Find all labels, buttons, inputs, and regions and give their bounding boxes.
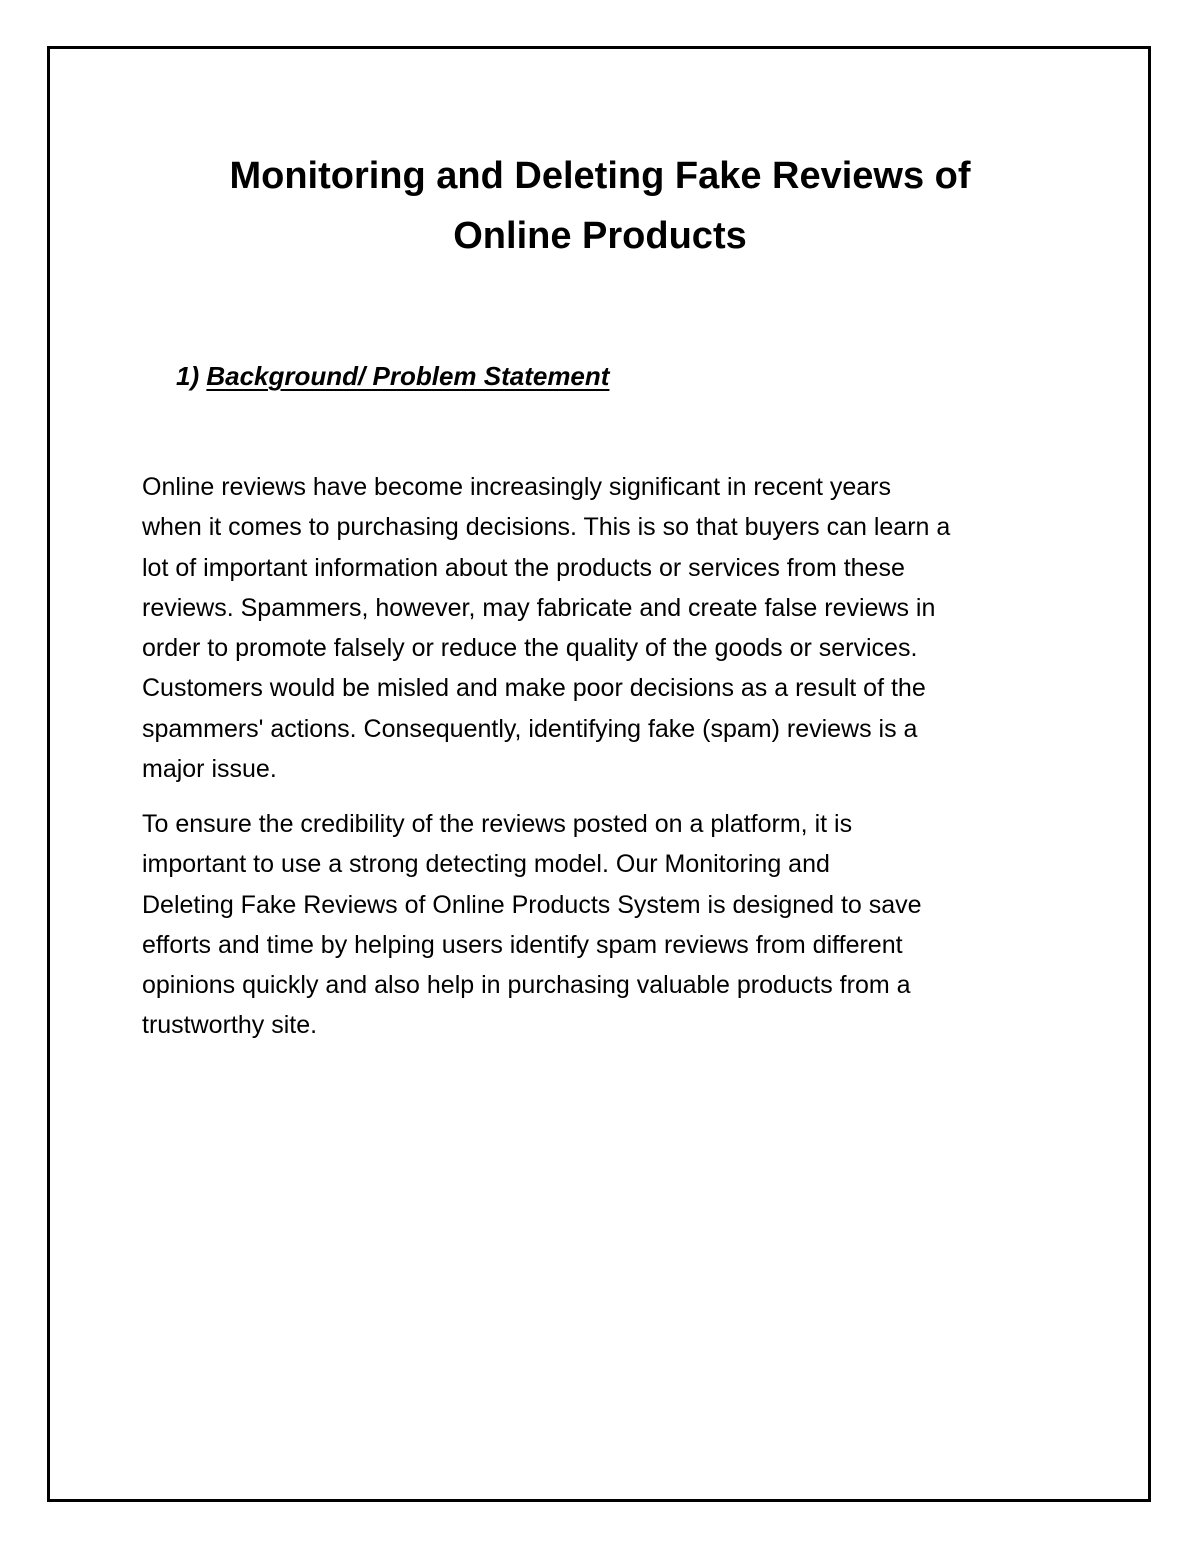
section-heading [176, 356, 609, 396]
paragraph-line: opinions quickly and also help in purchasing valuable products from a [142, 971, 911, 1000]
section-heading-text: Background/ Problem Statement [206, 361, 610, 391]
paragraph-line: spammers' actions. Consequently, identifying fake (spam) reviews is a [142, 714, 918, 743]
paragraph-background [142, 467, 950, 789]
section-number: 1) [176, 361, 200, 391]
paragraph-line: To ensure the credibility of the reviews posted on a platform, it is [142, 810, 853, 838]
paragraph-system-purpose [142, 804, 922, 1046]
title-line-2: Online Products [453, 215, 747, 257]
paragraph-line: Deleting Fake Reviews of Online Products System is designed to save [142, 890, 922, 919]
paragraph-line: lot of important information about the products or services from these [142, 553, 905, 582]
paragraph-line: major issue. [142, 755, 277, 784]
paragraph-line: efforts and time by helping users identify spam reviews from different [142, 930, 903, 959]
paragraph-line: important to use a strong detecting model. Our Monitoring and [142, 850, 830, 879]
paragraph-line: order to promote falsely or reduce the quality of the goods or services. [142, 634, 918, 663]
document-title [0, 146, 1200, 266]
paragraph-line: reviews. Spammers, however, may fabricate and create false reviews in [142, 593, 936, 622]
title-line-1: Monitoring and Deleting Fake Reviews of [229, 155, 971, 197]
paragraph-line: Online reviews have become increasingly significant in recent years [142, 473, 891, 501]
paragraph-line: Customers would be misled and make poor decisions as a result of the [142, 674, 926, 703]
paragraph-line: when it comes to purchasing decisions. This is so that buyers can learn a [142, 513, 951, 542]
paragraph-line: trustworthy site. [142, 1011, 318, 1040]
